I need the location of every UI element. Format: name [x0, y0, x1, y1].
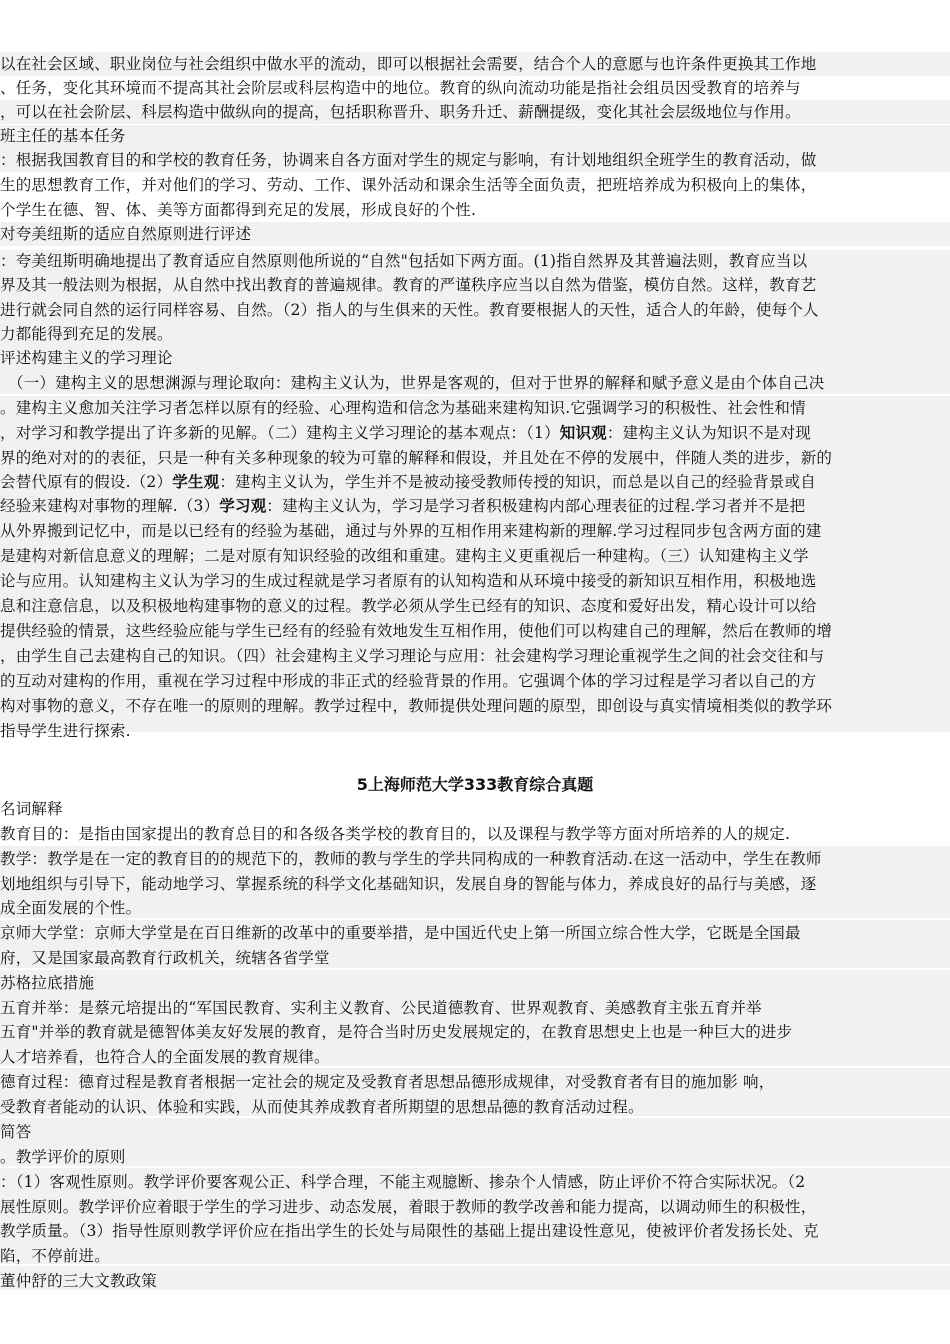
question-heading: 班主任的基本任务 [0, 127, 126, 145]
paragraph-line: ：夸美纽斯明确地提出了教育适应自然原则他所说的“自然"包括如下两方面。(1)指自然界及其普遍法则，教育应当以 [0, 252, 808, 270]
paragraph-line: 指导学生进行探索. [0, 722, 131, 740]
bold-term: 学习观 [219, 496, 267, 515]
section-title: 5上海师范大学333教育综合真题 [356, 775, 594, 794]
paragraph-line [0, 421, 811, 445]
paragraph-line: 五育"并举的教育就是德智体美友好发展的教育，是符合当时历史发展规定的，在教育思想史上也是一种巨大的进步 [0, 1023, 793, 1041]
paragraph-line: 五育并举：是蔡元培提出的“军国民教育、实利主义教育、公民道德教育、世界观教育、美感教育主张五育并举 [0, 999, 762, 1017]
section-heading: 简答 [0, 1123, 32, 1141]
line-text: ：建构主义认为，学习是学习者积极建构内部心理表征的过程.学习者并不是把 [266, 497, 806, 515]
paragraph-line: 成全面发展的个性。 [0, 899, 142, 917]
paragraph-line: 从外界搬到记忆中，而是以已经有的经验为基础，通过与外界的互相作用来建构新的理解.学习过程同步包含两方面的建 [0, 522, 822, 540]
paragraph-line [0, 470, 816, 494]
paragraph-line: 以在社会区域、职业岗位与社会组织中做水平的流动，即可以根据社会需要，结合个人的意愿与也许条件更换其工作地 [0, 55, 817, 73]
paragraph-line: ：根据我国教育目的和学校的教育任务，协调来自各方面对学生的规定与影响，有计划地组织全班学生的教育活动，做 [0, 151, 817, 169]
paragraph-line: 京师大学堂：京师大学堂是在百日维新的改革中的重要举措，是中国近代史上第一所国立综合性大学，它既是全国最 [0, 924, 801, 942]
line-text: 会替代原有的假设.（2） [0, 473, 173, 491]
paragraph-line: 力都能得到充足的发展。 [0, 325, 173, 343]
bold-term: 知识观 [559, 423, 607, 442]
paragraph-line: ，由学生自己去建构自己的知识。（四）社会建构主义学习理论与应用：社会建构学习理论重视学生之间的社会交往和与 [0, 647, 825, 665]
line-text: ：建构主义认为，学生并不是被动接受教师传授的知识，而总是以自己的经验背景或自 [219, 473, 816, 491]
paragraph-line: 、任务，变化其环境而不提高其社会阶层或科层构造中的地位。教育的纵向流动功能是指社会组员因受教育的培养与 [0, 79, 801, 97]
paragraph-line: 苏格拉底措施 [0, 974, 95, 992]
question-heading: 对夸美纽斯的适应自然原则进行评述 [0, 225, 252, 243]
paragraph-line: 教学：教学是在一定的教育目的的规范下的，教师的教与学生的学共同构成的一种教育活动.在这一活动中，学生在教师 [0, 850, 822, 868]
paragraph-line: ，可以在社会阶层、科层构造中做纵向的提高，包括职称晋升、职务升迁、薪酬提级，变化其社会层级地位与作用。 [0, 103, 801, 121]
line-text: ，对学习和教学提出了许多新的见解。（二）建构主义学习理论的基本观点：（1） [0, 424, 560, 442]
paragraph-line: 教学质量。（3）指导性原则教学评价应在指出学生的长处与局限性的基础上提出建设性意见，使被评价者发扬长处、克 [0, 1222, 819, 1240]
paragraph-line: （一）建构主义的思想渊源与理论取向：建构主义认为，世界是客观的，但对于世界的解释和赋予意义是由个体自己决 [8, 374, 825, 392]
question-heading: 董仲舒的三大文教政策 [0, 1272, 158, 1290]
paragraph-line [0, 494, 805, 518]
question-heading: 评述构建主义的学习理论 [0, 349, 173, 367]
line-text: 经验来建构对事物的理解.（3） [0, 497, 220, 515]
paragraph-line: 提供经验的情景，这些经验应能与学生已经有的经验有效地发生互相作用，使他们可以构建自己的理解，然后在教师的增 [0, 622, 833, 640]
paragraph-line: 构对事物的意义，不存在唯一的原则的理解。教学过程中，教师提供处理问题的原型，即创设与真实情境相类似的教学环 [0, 697, 833, 715]
paragraph-line: 界及其一般法则为根据，从自然中找出教育的普遍规律。教育的严谨秩序应当以自然为借鉴，模仿自然。这样，教育艺 [0, 276, 817, 294]
paragraph-line: ：（1）客观性原则。教学评价要客观公正、科学合理，不能主观臆断、掺杂个人情感，防止评价不符合实际状况。（2 [0, 1173, 806, 1191]
paragraph-line: 德育过程：德育过程是教育者根据一定社会的规定及受教育者思想品德形成规律，对受教育者有目的施加影 响， [0, 1073, 775, 1091]
paragraph-line: 陷，不停前进。 [0, 1247, 110, 1265]
paragraph-line: 人才培养看，也符合人的全面发展的教育规律。 [0, 1048, 330, 1066]
section-heading: 名词解释 [0, 800, 63, 818]
paragraph-line: 息和注意信息，以及积极地构建事物的意义的过程。教学必须从学生已经有的知识、态度和爱好出发，精心设计可以给 [0, 597, 817, 615]
paragraph-line: 是建构对新信息意义的理解；二是对原有知识经验的改组和重建。建构主义更重视后一种建构。（三）认知建构主义学 [0, 547, 809, 565]
question-heading: 。教学评价的原则 [0, 1148, 126, 1166]
paragraph-line: 。建构主义愈加关注学习者怎样以原有的经验、心理构造和信念为基础来建构知识.它强调学习的积极性、社会性和情 [0, 399, 806, 417]
paragraph-line: 界的绝对对的的表征，只是一种有关多种现象的较为可靠的解释和假设，并且处在不停的发展中，伴随人类的进步，新的 [0, 449, 833, 467]
paragraph-line: 个学生在德、智、体、美等方面都得到充足的发展，形成良好的个性. [0, 201, 477, 219]
paragraph-line: 展性原则。教学评价应着眼于学生的学习进步、动态发展，着眼于教师的教学改善和能力提高，以调动师生的积极性， [0, 1198, 817, 1216]
paragraph-line: 府，又是国家最高教育行政机关，统辖各省学堂 [0, 949, 330, 967]
paragraph-line: 的互动对建构的作用，重视在学习过程中形成的非正式的经验背景的作用。它强调个体的学习过程是学习者以自己的方 [0, 672, 817, 690]
paragraph-line: 划地组织与引导下，能动地学习、掌握系统的科学文化基础知识，发展自身的智能与体力，养成良好的品行与美感，逐 [0, 875, 817, 893]
paragraph-line: 生的思想教育工作，并对他们的学习、劳动、工作、课外活动和课余生活等全面负责，把班培养成为积极向上的集体， [0, 176, 817, 194]
paragraph-line: 教育目的：是指由国家提出的教育总目的和各级各类学校的教育目的，以及课程与教学等方面对所培养的人的规定. [0, 825, 791, 843]
paragraph-line: 论与应用。认知建构主义认为学习的生成过程就是学习者原有的认知构造和从环境中接受的新知识互相作用，积极地选 [0, 572, 817, 590]
paragraph-line: 进行就会同自然的运行同样容易、自然。（2）指人的与生俱来的天性。教育要根据人的天性，适合人的年龄，使每个人 [0, 301, 819, 319]
line-text: ：建构主义认为知识不是对现 [606, 424, 811, 442]
bold-term: 学生观 [172, 472, 220, 491]
paragraph-line: 受教育者能动的认识、体验和实践，从而使其养成教育者所期望的思想品德的教育活动过程。 [0, 1098, 644, 1116]
